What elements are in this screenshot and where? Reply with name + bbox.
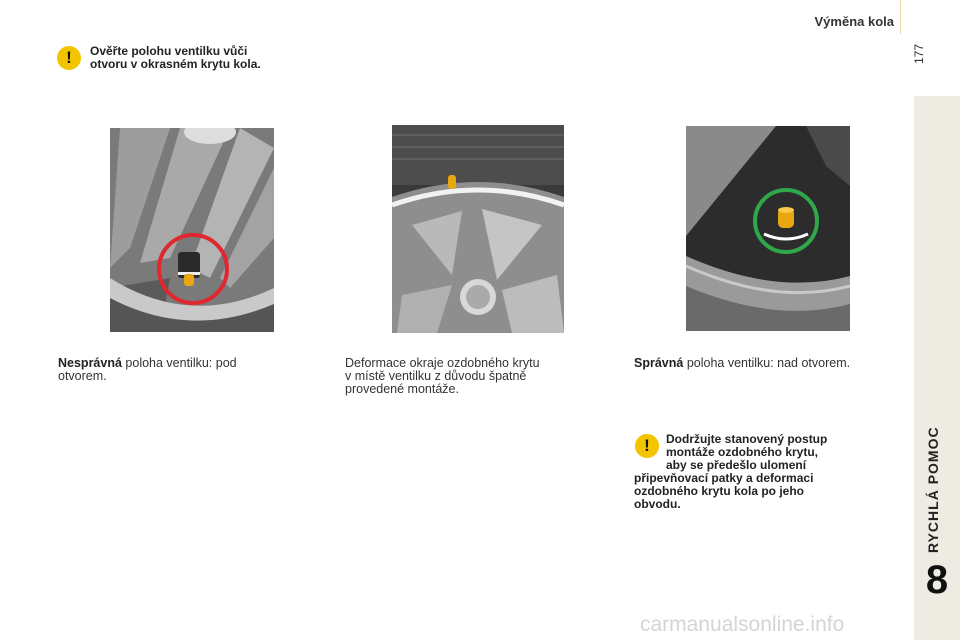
note-bottom	[634, 433, 884, 511]
caption-wrong	[58, 357, 308, 383]
note-bottom-line: Dodržujte stanovený postup	[666, 432, 828, 446]
caption-correct	[634, 357, 904, 370]
note-bottom-line: obvodu.	[634, 497, 681, 511]
warning-icon: !	[635, 434, 659, 458]
header-divider	[900, 0, 901, 34]
watermark: carmanualsonline.info	[640, 613, 845, 636]
note-top-line: otvoru v okrasném krytu kola.	[90, 57, 261, 71]
note-bottom-line: ozdobného krytu kola po jeho	[634, 484, 805, 498]
page-number: 177	[912, 43, 926, 64]
note-bottom-line: montáže ozdobného krytu,	[666, 445, 819, 459]
caption-deformed-line: provedené montáže.	[345, 382, 459, 396]
caption-wrong-text: poloha ventilku: pod	[121, 356, 237, 370]
note-bottom-line: aby se předešlo ulomení	[666, 458, 807, 472]
chapter-label: RYCHLÁ POMOC	[925, 426, 941, 553]
note-top-line: Ověřte polohu ventilku vůči	[90, 44, 248, 58]
caption-deformed-line: v místě ventilku z důvodu špatně	[345, 369, 527, 383]
caption-deformed	[345, 357, 605, 396]
caption-correct-label: Správná	[634, 356, 684, 370]
chapter-number: 8	[925, 558, 949, 602]
photo-deformed-cover	[392, 125, 564, 333]
note-bottom-line: připevňovací patky a deformaci	[634, 471, 814, 485]
caption-wrong-label: Nesprávná	[58, 356, 122, 370]
section-title: Výměna kola	[814, 14, 894, 29]
photo-wrong-valve-position	[110, 128, 274, 332]
caption-deformed-line: Deformace okraje ozdobného krytu	[345, 356, 540, 370]
warning-icon: !	[57, 46, 81, 70]
photo-correct-valve-position	[686, 126, 850, 331]
caption-wrong-line2: otvorem.	[58, 369, 107, 383]
caption-correct-text: poloha ventilku: nad otvorem.	[683, 356, 851, 370]
note-top	[90, 45, 261, 71]
